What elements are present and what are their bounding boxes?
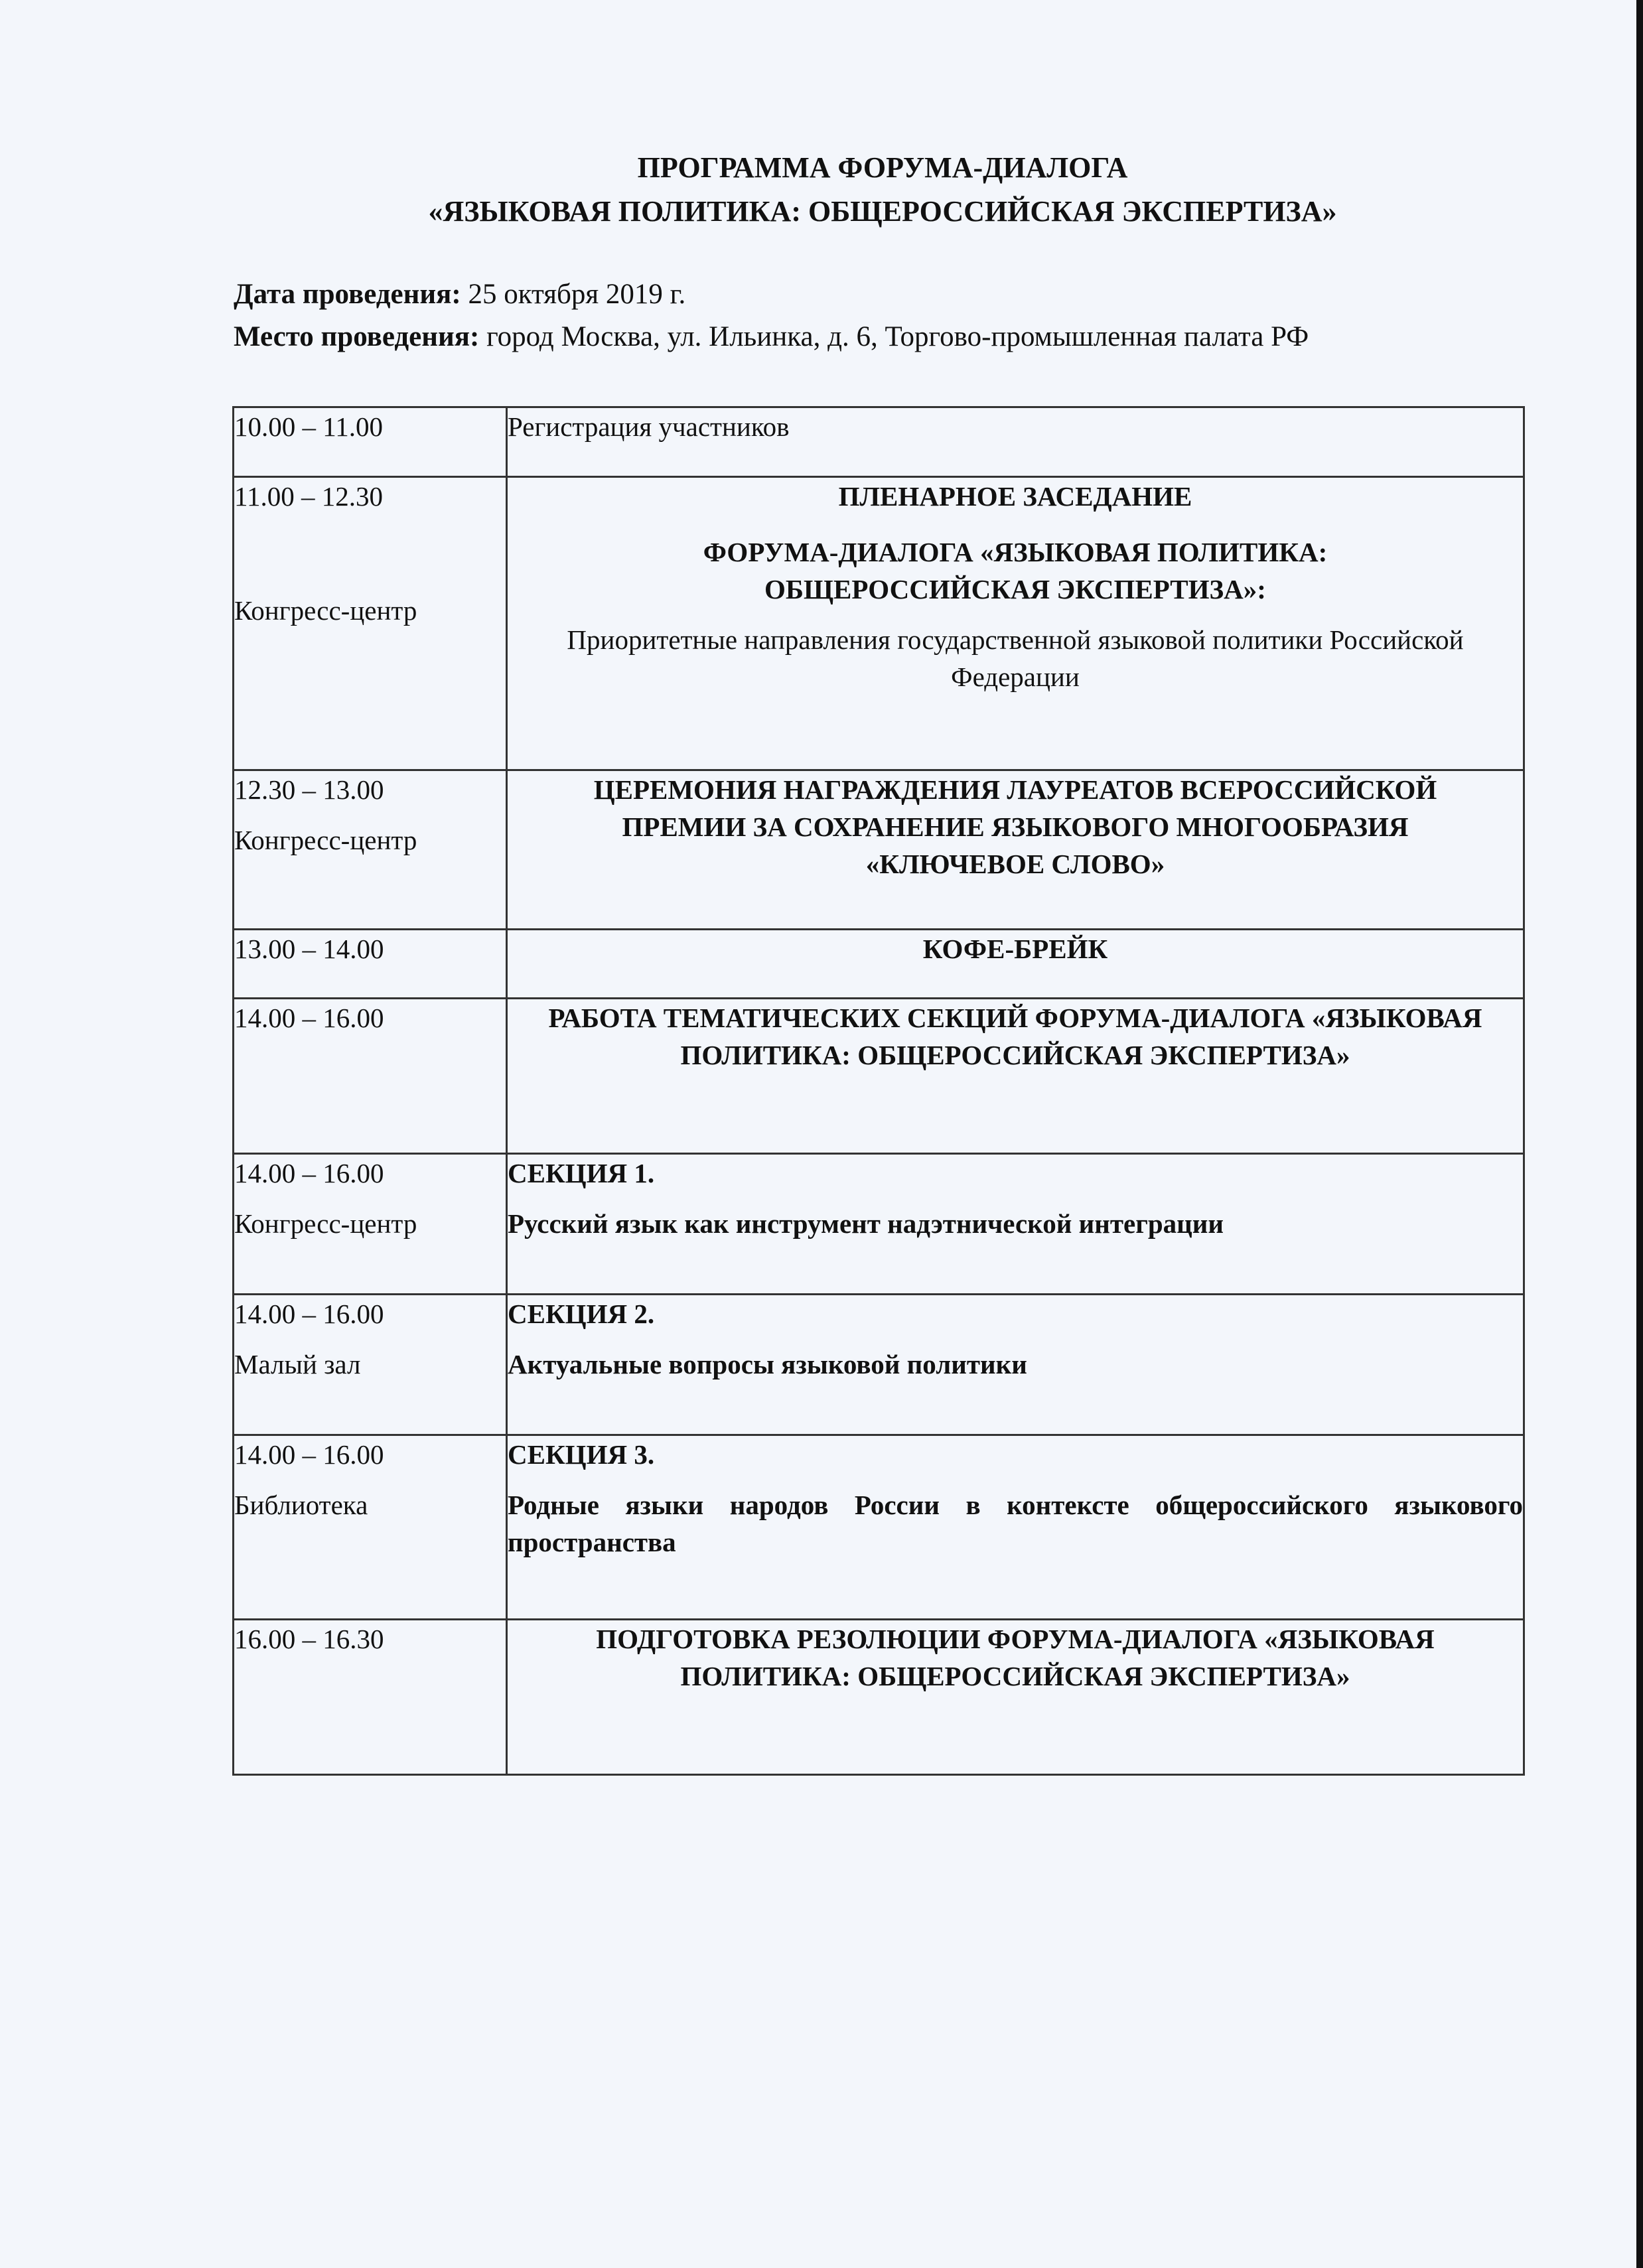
event-meta	[234, 273, 1309, 358]
section-topic: Родные языки народов России в контексте общероссийского языкового пространства	[508, 1490, 1523, 1557]
event-heading: ПЛЕНАРНОЕ ЗАСЕДАНИЕ	[838, 481, 1192, 512]
venue: Малый зал	[234, 1349, 361, 1380]
time-slot: 14.00 – 16.00	[234, 1299, 384, 1329]
table-row	[234, 1620, 1524, 1775]
event-place	[234, 316, 1309, 358]
event-cell	[507, 1435, 1524, 1620]
time-cell	[234, 1154, 507, 1295]
event-cell	[507, 477, 1524, 770]
event-cell	[507, 770, 1524, 930]
event-heading: РАБОТА ТЕМАТИЧЕСКИХ СЕКЦИЙ ФОРУМА-ДИАЛОГА «ЯЗЫКОВАЯ ПОЛИТИКА: ОБЩЕРОССИЙСКАЯ ЭКСПЕРТИЗА»	[548, 1003, 1482, 1070]
event-heading: ФОРУМА-ДИАЛОГА «ЯЗЫКОВАЯ ПОЛИТИКА: ОБЩЕРОССИЙСКАЯ ЭКСПЕРТИЗА»:	[703, 537, 1328, 604]
table-row	[234, 477, 1524, 770]
event-date	[234, 273, 1309, 316]
time-slot: 11.00 – 12.30	[234, 481, 383, 512]
section-number: СЕКЦИЯ 1.	[508, 1158, 655, 1188]
time-slot: 13.00 – 14.00	[234, 934, 384, 964]
time-cell	[234, 1435, 507, 1620]
time-slot: 12.30 – 13.00	[234, 774, 384, 805]
venue: Конгресс-центр	[234, 595, 417, 626]
event-heading: ПОДГОТОВКА РЕЗОЛЮЦИИ ФОРУМА-ДИАЛОГА «ЯЗЫКОВАЯ ПОЛИТИКА: ОБЩЕРОССИЙСКАЯ ЭКСПЕРТИЗА»	[596, 1624, 1435, 1691]
time-cell	[234, 1295, 507, 1435]
event-text: Регистрация участников	[508, 411, 790, 442]
time-cell	[234, 770, 507, 930]
section-topic: Русский язык как инструмент надэтнической интеграции	[508, 1208, 1224, 1239]
table-row	[234, 407, 1524, 477]
event-cell	[507, 407, 1524, 477]
scan-edge	[1636, 0, 1643, 2268]
schedule-table	[232, 406, 1525, 1776]
time-slot: 10.00 – 11.00	[234, 411, 383, 442]
table-row	[234, 1154, 1524, 1295]
table-row	[234, 999, 1524, 1154]
time-cell	[234, 407, 507, 477]
time-slot: 14.00 – 16.00	[234, 1003, 384, 1033]
event-cell	[507, 1154, 1524, 1295]
place-label: Место проведения:	[234, 321, 480, 352]
table-row	[234, 930, 1524, 999]
venue: Конгресс-центр	[234, 825, 417, 855]
date-label: Дата проведения:	[234, 279, 461, 310]
time-slot: 16.00 – 16.30	[234, 1624, 384, 1654]
time-cell	[234, 1620, 507, 1775]
time-slot: 14.00 – 16.00	[234, 1439, 384, 1470]
venue: Конгресс-центр	[234, 1208, 417, 1239]
time-cell	[234, 930, 507, 999]
event-cell	[507, 1620, 1524, 1775]
table-row	[234, 1435, 1524, 1620]
event-cell	[507, 930, 1524, 999]
venue: Библиотека	[234, 1490, 368, 1520]
date-value: 25 октября 2019 г.	[461, 279, 686, 310]
title-line-2: «ЯЗЫКОВАЯ ПОЛИТИКА: ОБЩЕРОССИЙСКАЯ ЭКСПЕРТИЗА»	[428, 195, 1337, 228]
event-cell	[507, 1295, 1524, 1435]
table-row	[234, 1295, 1524, 1435]
document-title	[0, 146, 1643, 234]
table-row	[234, 770, 1524, 930]
title-line-1: ПРОГРАММА ФОРУМА-ДИАЛОГА	[637, 151, 1128, 184]
time-cell	[234, 999, 507, 1154]
place-value: город Москва, ул. Ильинка, д. 6, Торгово-промышленная палата РФ	[479, 321, 1309, 352]
section-number: СЕКЦИЯ 2.	[508, 1299, 655, 1329]
event-heading: КОФЕ-БРЕЙК	[922, 934, 1108, 964]
event-cell	[507, 999, 1524, 1154]
event-subtitle: Приоритетные направления государственной языковой политики Российской Федерации	[567, 624, 1464, 692]
time-cell	[234, 477, 507, 770]
time-slot: 14.00 – 16.00	[234, 1158, 384, 1188]
section-number: СЕКЦИЯ 3.	[508, 1439, 655, 1470]
section-topic: Актуальные вопросы языковой политики	[508, 1349, 1027, 1380]
event-heading: ЦЕРЕМОНИЯ НАГРАЖДЕНИЯ ЛАУРЕАТОВ ВСЕРОССИЙСКОЙ ПРЕМИИ ЗА СОХРАНЕНИЕ ЯЗЫКОВОГО МНОГООБРАЗИЯ «КЛЮЧЕВОЕ СЛОВО»	[593, 774, 1437, 879]
